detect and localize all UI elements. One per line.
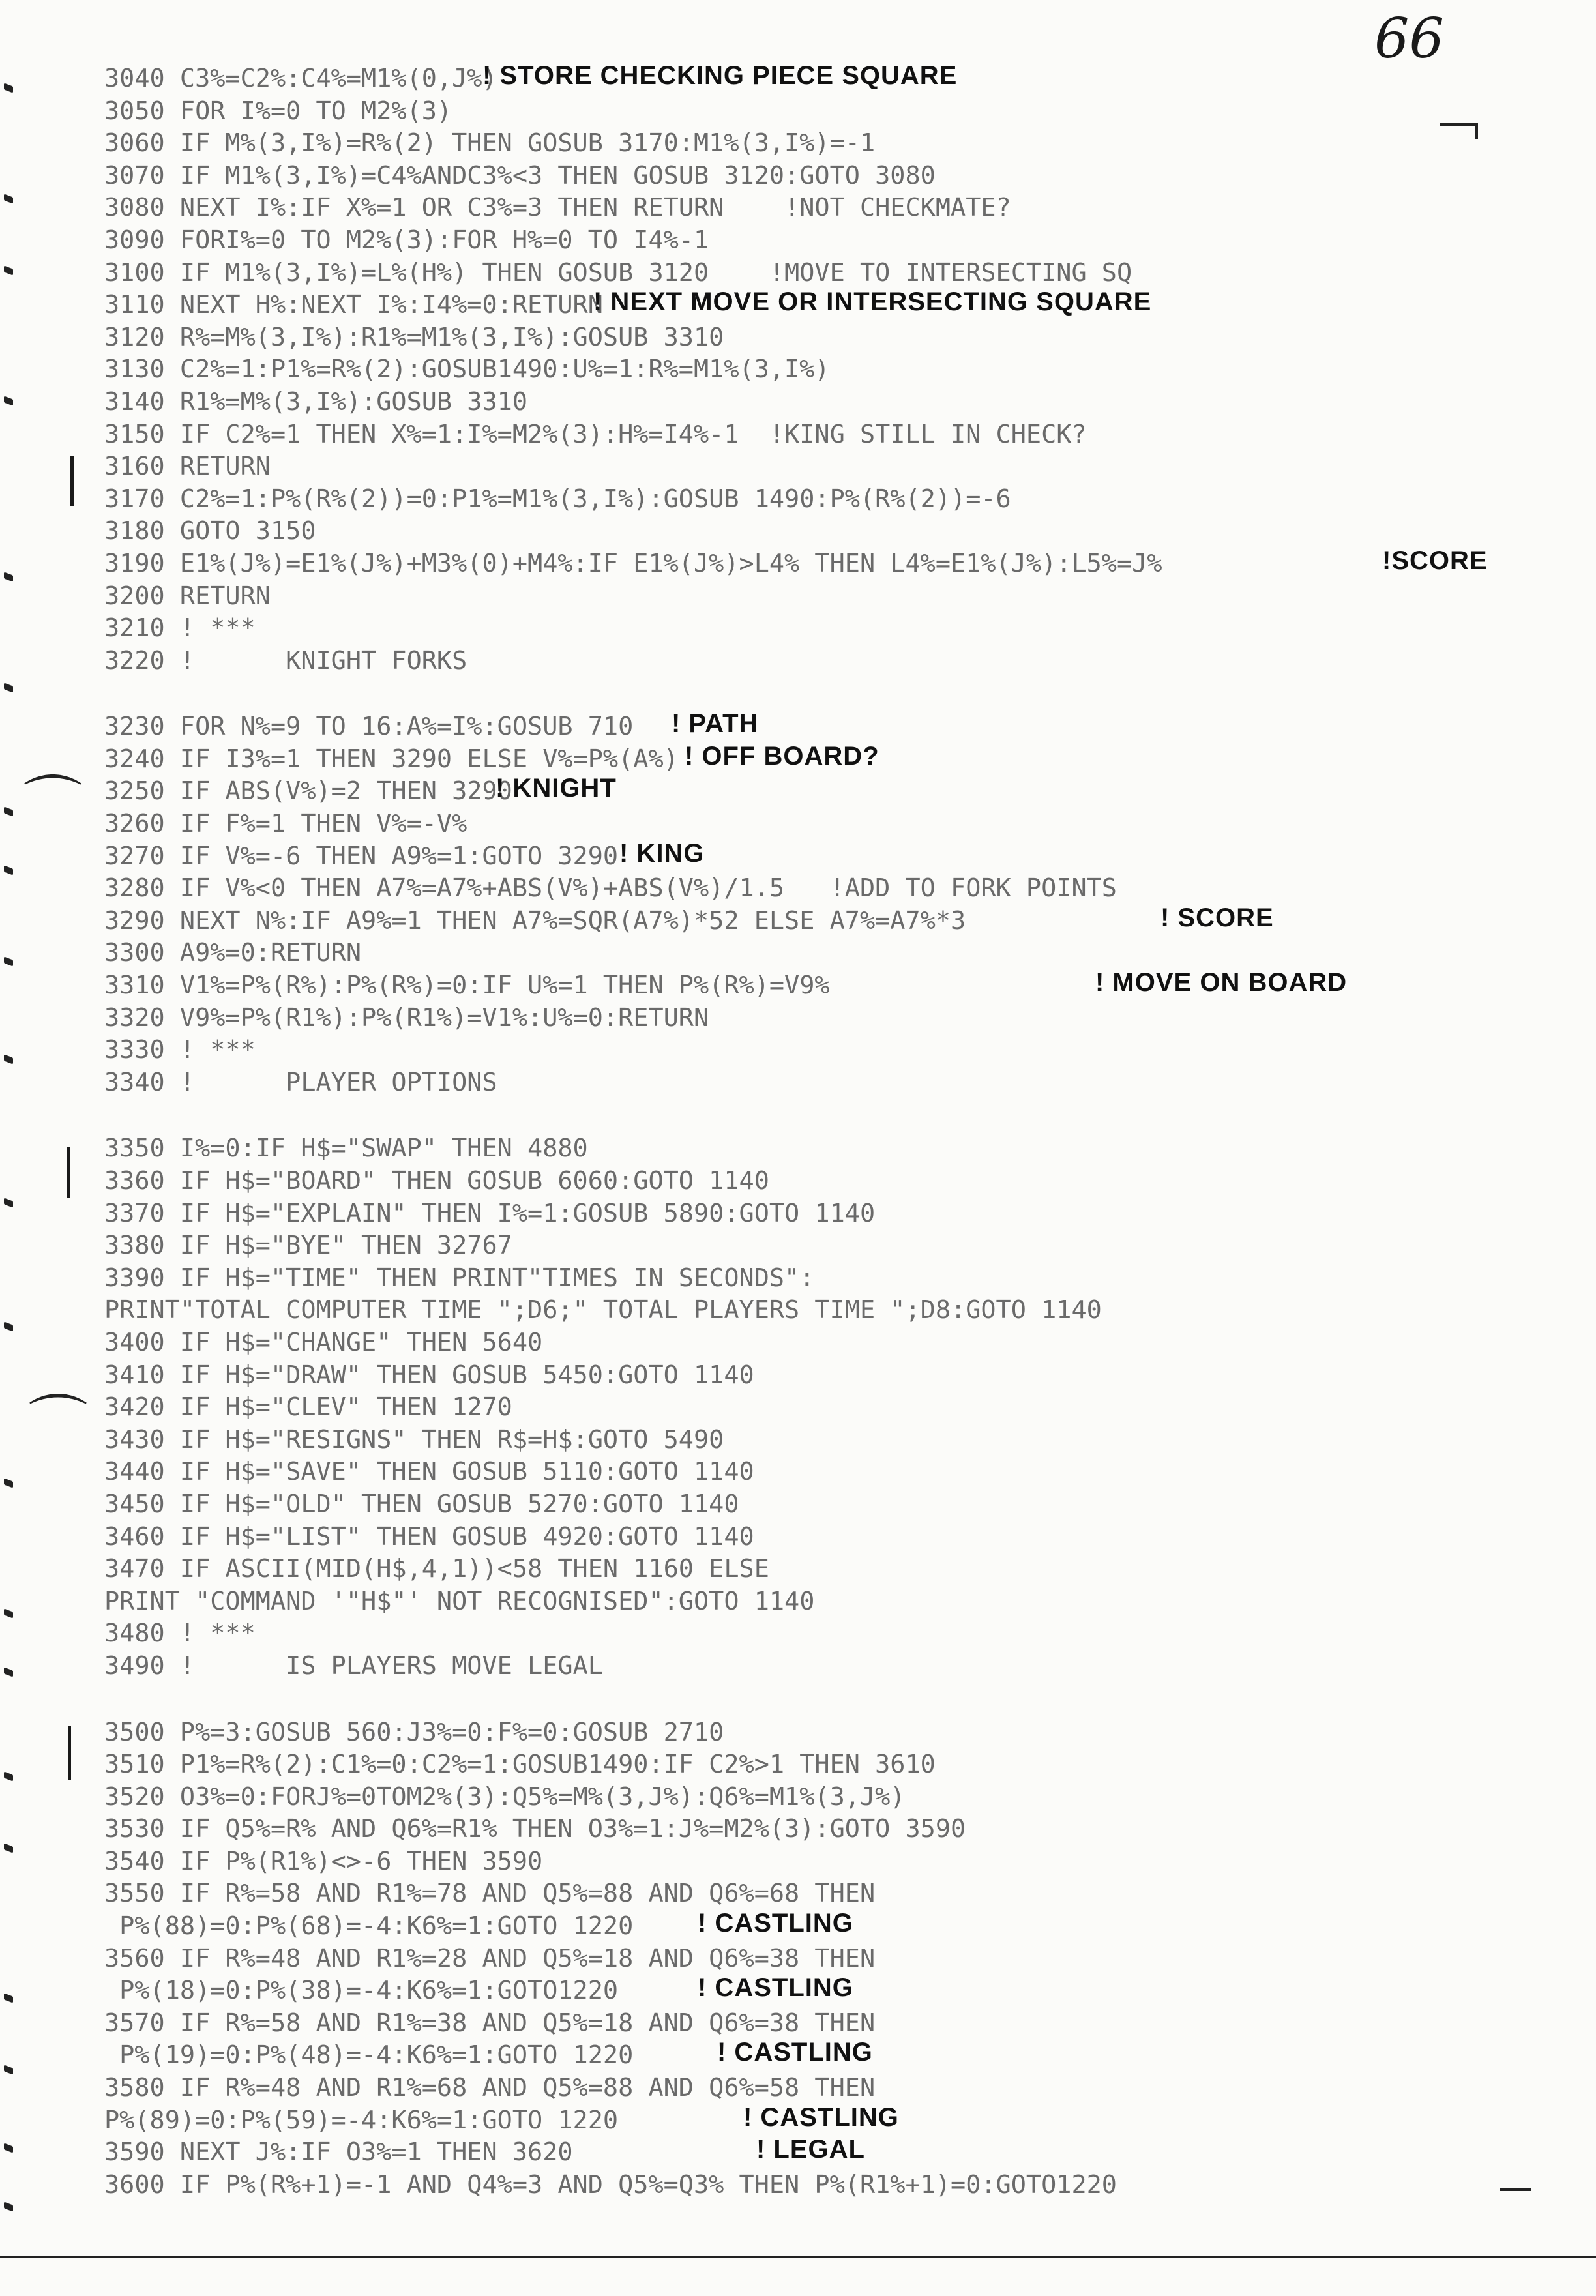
code-text: P%(88)=0:P%(68)=-4:K6%=1:GOTO 1220 [104,1911,634,1941]
code-line [104,450,1571,483]
margin-tick-mark [4,1843,13,1853]
code-line [104,2039,1571,2072]
code-text: 3440 IF H$="SAVE" THEN GOSUB 5110:GOTO 1140 [104,1457,754,1487]
code-text: 3300 A9%=0:RETURN [104,938,362,968]
page-number: 66 [1374,7,1444,70]
code-line [104,1456,1571,1488]
code-text: PRINT "COMMAND '"H$"' NOT RECOGNISED":GOTO 1140 [104,1586,815,1616]
code-line [104,386,1571,419]
margin-tick-mark [4,1321,13,1331]
code-line [104,840,1571,873]
code-text: 3110 NEXT H%:NEXT I%:I4%=0:RETURN [104,290,603,320]
margin-tick-mark [4,265,13,275]
margin-tick-mark [4,83,13,93]
code-text: 3540 IF P%(R1%)<>-6 THEN 3590 [104,1846,543,1876]
margin-tick-mark [4,1993,13,2003]
code-text: 3390 IF H$="TIME" THEN PRINT"TIMES IN SECONDS": [104,1263,815,1293]
margin-tick-mark [4,1771,13,1781]
code-text: 3180 GOTO 3150 [104,516,316,546]
code-text: 3100 IF M1%(3,I%)=L%(H%) THEN GOSUB 3120 !MOVE TO INTERSECTING SQ [104,258,1132,287]
code-line [104,224,1571,257]
code-text: 3050 FOR I%=0 TO M2%(3) [104,96,452,126]
code-text: 3340 ! PLAYER OPTIONS [104,1067,497,1097]
code-text: 3260 IF F%=1 THEN V%=-V% [104,809,467,839]
margin-tick-mark [4,2065,13,2074]
code-text: 3080 NEXT I%:IF X%=1 OR C3%=3 THEN RETURN !NOT CHECKMATE? [104,193,1011,223]
margin-curl-mark: ⌒ [23,770,82,838]
code-text: 3130 C2%=1:P1%=R%(2):GOSUB1490:U%=1:R%=M1%(3,I%) [104,355,830,385]
code-line [104,1813,1571,1846]
margin-tick-mark [4,1478,13,1488]
code-line [104,2104,1571,2137]
margin-dash-mark [1500,2188,1531,2191]
margin-tick-mark [4,1198,13,1207]
code-text: P%(18)=0:P%(38)=-4:K6%=1:GOTO1220 [104,1976,619,2006]
handwritten-annotation: ! CASTLING [743,2102,899,2132]
code-text: 3520 O3%=0:FORJ%=0TOM2%(3):Q5%=M%(3,J%):Q6%=M1%(3,J%) [104,1782,906,1812]
code-text: 3060 IF M%(3,I%)=R%(2) THEN GOSUB 3170:M1%(3,I%)=-1 [104,128,876,158]
code-line [104,63,1571,95]
code-line [104,1132,1571,1165]
handwritten-annotation: ! KING [619,838,705,868]
code-line [104,1716,1571,1749]
code-text: 3270 IF V%=-6 THEN A9%=1:GOTO 3290 [104,841,619,871]
code-text: 3590 NEXT J%:IF O3%=1 THEN 3620 [104,2138,573,2168]
code-line [104,1748,1571,1781]
code-line [104,515,1571,548]
handwritten-annotation: ! MOVE ON BOARD [1095,968,1348,997]
code-text: P%(19)=0:P%(48)=-4:K6%=1:GOTO 1220 [104,2040,634,2070]
code-line [104,160,1571,192]
margin-curl-mark: ⌒ [29,1389,87,1458]
handwritten-annotation: ! SCORE [1160,903,1274,932]
code-line [104,1391,1571,1424]
code-line [104,1650,1571,1683]
code-line [104,1877,1571,1910]
code-line [104,483,1571,516]
margin-tick-mark [4,572,13,581]
code-line [104,1488,1571,1521]
code-text: 3210 ! *** [104,613,256,643]
code-line [104,775,1571,808]
code-text: 3280 IF V%<0 THEN A7%=A7%+ABS(V%)+ABS(V%)/1.5 !ADD TO FORK POINTS [104,874,1117,904]
code-line [104,1034,1571,1067]
bottom-rule [0,2256,1596,2258]
code-line [104,1521,1571,1553]
code-line [104,289,1571,321]
code-text: 3170 C2%=1:P%(R%(2))=0:P1%=M1%(3,I%):GOSUB 1490:P%(R%(2))=-6 [104,484,1011,514]
code-line [104,127,1571,160]
code-line [104,419,1571,451]
code-line [104,580,1571,613]
handwritten-annotation: ! KNIGHT [495,774,617,803]
code-text: 3320 V9%=P%(R1%):P%(R1%)=V1%:U%=0:RETURN [104,1003,709,1033]
code-text: 3330 ! *** [104,1035,256,1065]
code-text: 3070 IF M1%(3,I%)=C4%ANDC3%<3 THEN GOSUB 3120:GOTO 3080 [104,160,936,190]
code-line [104,1846,1571,1878]
code-line [104,1198,1571,1230]
code-text: 3410 IF H$="DRAW" THEN GOSUB 5450:GOTO 1140 [104,1360,754,1390]
handwritten-annotation: ! OFF BOARD? [685,741,879,771]
code-line [104,1781,1571,1814]
margin-tick-mark [4,1667,13,1677]
code-text: 3500 P%=3:GOSUB 560:J3%=0:F%=0:GOSUB 2710 [104,1717,724,1747]
code-text: 3350 I%=0:IF H$="SWAP" THEN 4880 [104,1134,588,1164]
code-line [104,1002,1571,1035]
code-line [104,353,1571,386]
handwritten-annotation: ! LEGAL [756,2135,865,2164]
margin-tick-mark [4,683,13,692]
code-line [104,612,1571,645]
margin-tick-mark [4,806,13,816]
code-line [104,2007,1571,2040]
code-line [104,2136,1571,2169]
code-text: 3490 ! IS PLAYERS MOVE LEGAL [104,1651,603,1681]
code-line [104,1165,1571,1198]
code-text: PRINT"TOTAL COMPUTER TIME ";D6;" TOTAL PLAYERS TIME ";D8:GOTO 1140 [104,1295,1102,1325]
code-line [104,1327,1571,1359]
code-line [104,1229,1571,1262]
code-line [104,1262,1571,1295]
margin-bar [70,456,74,506]
margin-tick-mark [4,1054,13,1064]
code-line [104,95,1571,128]
code-text: 3230 FOR N%=9 TO 16:A%=I%:GOSUB 710 [104,712,634,742]
code-line [104,1910,1571,1943]
code-line [104,937,1571,969]
margin-tick-mark [4,956,13,966]
code-text: 3220 ! KNIGHT FORKS [104,645,467,675]
code-line [104,1553,1571,1585]
code-text: 3090 FORI%=0 TO M2%(3):FOR H%=0 TO I4%-1 [104,225,709,255]
margin-tick-mark [4,194,13,203]
code-text: 3040 C3%=C2%:C4%=M1%(0,J%) [104,64,497,93]
code-text: 3480 ! *** [104,1619,256,1649]
code-text: 3470 IF ASCII(MID(H$,4,1))<58 THEN 1160 ELSE [104,1554,769,1584]
code-line [104,711,1571,743]
code-text: 3290 NEXT N%:IF A9%=1 THEN A7%=SQR(A7%)*52 ELSE A7%=A7%*3 [104,905,966,935]
code-text: 3240 IF I3%=1 THEN 3290 ELSE V%=P%(A%) [104,744,679,774]
code-line [104,548,1571,580]
code-text: 3400 IF H$="CHANGE" THEN 5640 [104,1327,543,1357]
handwritten-annotation: ! STORE CHECKING PIECE SQUARE [482,61,958,90]
code-text: 3560 IF R%=48 AND R1%=28 AND Q5%=18 AND Q6%=38 THEN [104,1943,876,1973]
code-line [104,257,1571,289]
code-line [104,321,1571,354]
handwritten-annotation: ! CASTLING [717,2038,873,2067]
code-text: 3190 E1%(J%)=E1%(J%)+M3%(0)+M4%:IF E1%(J%)>L4% THEN L4%=E1%(J%):L5%=J% [104,548,1162,578]
code-text: 3430 IF H$="RESIGNS" THEN R$=H$:GOTO 5490 [104,1424,724,1454]
handwritten-annotation: ! NEXT MOVE OR INTERSECTING SQUARE [593,287,1152,317]
code-line [104,872,1571,905]
code-line [104,1067,1571,1099]
code-text: 3550 IF R%=58 AND R1%=78 AND Q5%=88 AND Q6%=68 THEN [104,1879,876,1909]
code-text: 3150 IF C2%=1 THEN X%=1:I%=M2%(3):H%=I4%-1 !KING STILL IN CHECK? [104,419,1087,449]
code-text: 3380 IF H$="BYE" THEN 32767 [104,1231,512,1261]
code-line [104,192,1571,224]
code-text: 3310 V1%=P%(R%):P%(R%)=0:IF U%=1 THEN P%(R%)=V9% [104,971,830,1001]
code-text: 3580 IF R%=48 AND R1%=68 AND Q5%=88 AND Q6%=58 THEN [104,2073,876,2103]
code-line [104,905,1571,937]
code-text: 3420 IF H$="CLEV" THEN 1270 [104,1392,512,1422]
handwritten-annotation: ! CASTLING [698,1973,853,2003]
code-text: 3200 RETURN [104,581,271,611]
code-text: 3460 IF H$="LIST" THEN GOSUB 4920:GOTO 1140 [104,1522,754,1552]
code-listing [104,63,1571,2201]
code-line [104,1617,1571,1650]
code-text: 3160 RETURN [104,452,271,482]
code-text: 3600 IF P%(R%+1)=-1 AND Q4%=3 AND Q5%=Q3% THEN P%(R1%+1)=0:GOTO1220 [104,2170,1117,2200]
code-text: 3450 IF H$="OLD" THEN GOSUB 5270:GOTO 1140 [104,1489,739,1519]
code-text: 3250 IF ABS(V%)=2 THEN 3290 [104,776,512,806]
code-line [104,645,1571,677]
handwritten-annotation: ! CASTLING [698,1909,853,1938]
margin-bar [66,1147,70,1198]
margin-tick-mark [4,396,13,405]
margin-bar [68,1726,71,1780]
code-line [104,1943,1571,1975]
code-text: 3510 P1%=R%(2):C1%=0:C2%=1:GOSUB1490:IF C2%>1 THEN 3610 [104,1750,936,1780]
margin-tick-mark [4,1608,13,1618]
handwritten-annotation: !SCORE [1382,546,1488,575]
margin-tick-mark [4,2143,13,2153]
code-line [104,1359,1571,1392]
code-text: 3360 IF H$="BOARD" THEN GOSUB 6060:GOTO 1140 [104,1166,769,1196]
code-text: 3530 IF Q5%=R% AND Q6%=R1% THEN O3%=1:J%=M2%(3):GOTO 3590 [104,1814,966,1844]
code-line [104,743,1571,776]
code-line [104,969,1571,1002]
code-text: 3370 IF H$="EXPLAIN" THEN I%=1:GOSUB 5890:GOTO 1140 [104,1198,876,1228]
code-text: 3140 R1%=M%(3,I%):GOSUB 3310 [104,387,528,417]
code-line [104,1294,1571,1327]
code-text: P%(89)=0:P%(59)=-4:K6%=1:GOTO 1220 [104,2105,619,2135]
handwritten-annotation: ! PATH [672,709,759,739]
code-line [104,1585,1571,1618]
margin-tick-mark [4,865,13,875]
code-text: 3570 IF R%=58 AND R1%=38 AND Q5%=18 AND Q6%=38 THEN [104,2008,876,2038]
code-line [104,2169,1571,2201]
code-line [104,808,1571,840]
code-line [104,1975,1571,2007]
code-line [104,2072,1571,2104]
code-text: 3120 R%=M%(3,I%):R1%=M1%(3,I%):GOSUB 3310 [104,322,724,352]
margin-tick-mark [4,2201,13,2211]
code-line [104,1424,1571,1456]
